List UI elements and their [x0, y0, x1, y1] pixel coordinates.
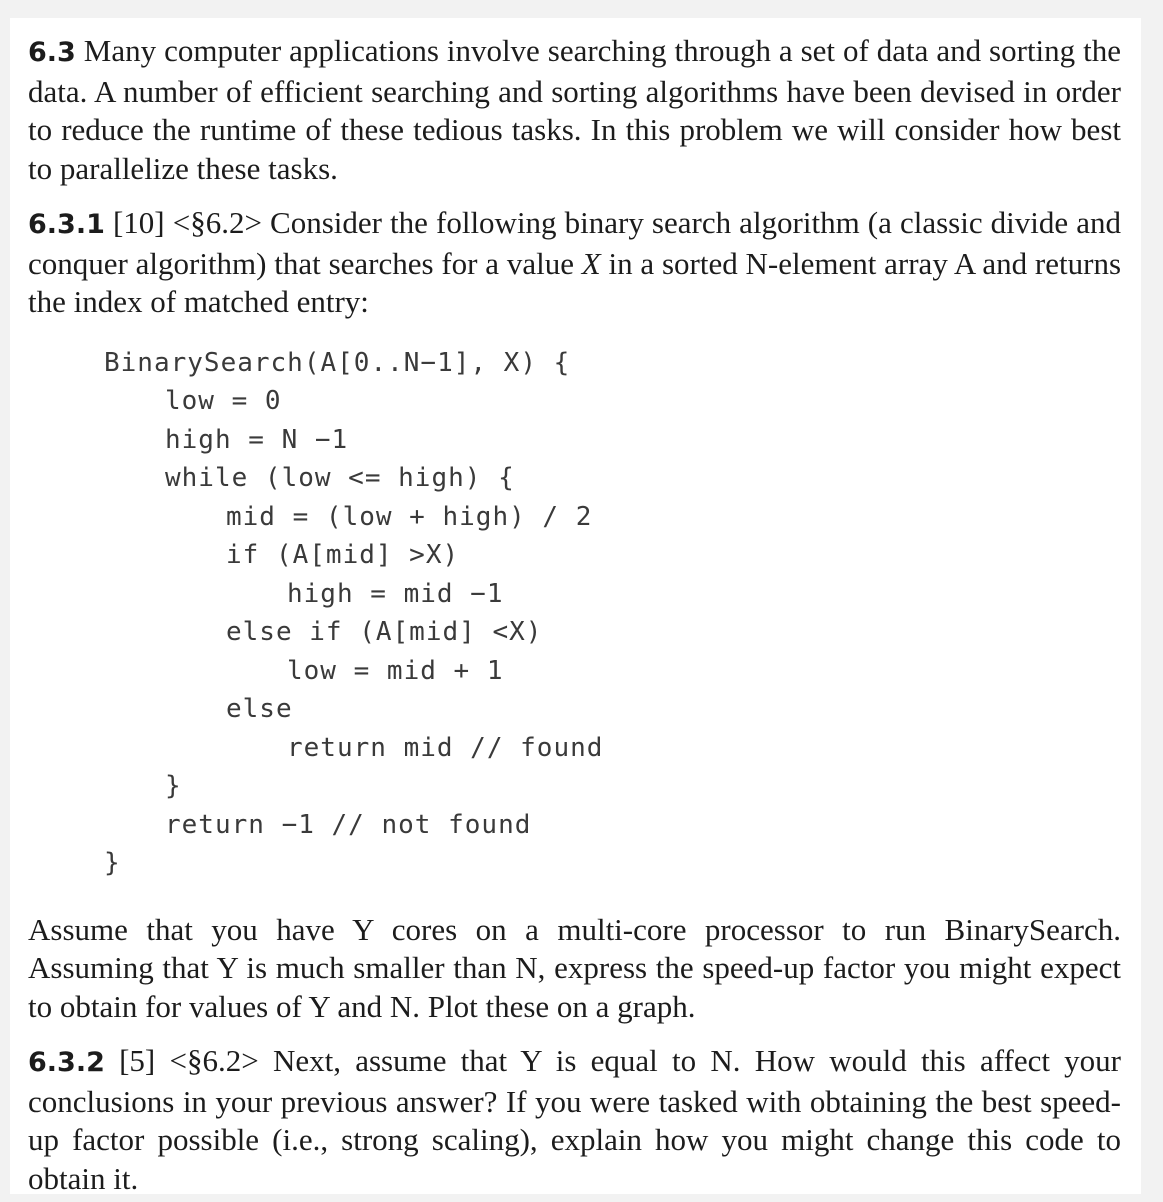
part2-section: <§6.2>: [169, 1043, 259, 1078]
problem-intro-paragraph: [28, 32, 1121, 188]
code-line: high = mid −1: [287, 578, 504, 609]
part1-followup-text: Assume that you have Y cores on a multi-core processor to run BinarySearch. Assuming that Y is much smaller than N, express the speed-up factor you might expect to obtain for values of Y and N. Plot these on a graph.: [28, 911, 1121, 1024]
part1-variable: X: [581, 245, 601, 281]
code-line: else: [226, 694, 293, 724]
part1-text-after: in a sorted N-element array A and returns the index of matched entry:: [28, 245, 1122, 319]
part1-followup-paragraph: [28, 911, 1121, 1027]
code-line: mid = (low + high) / 2: [226, 501, 593, 532]
code-line: high = N −1: [165, 424, 349, 455]
part1-points: [10]: [112, 205, 165, 240]
problem-number: 6.3: [28, 37, 76, 68]
part2-paragraph: [28, 1042, 1121, 1198]
code-line: return mid // found: [287, 732, 604, 763]
code-line: else if (A[mid] <X): [226, 617, 543, 647]
code-line: low = mid + 1: [287, 655, 504, 686]
part1-text-before: Consider the following binary search algorithm (a classic divide and conquer algorithm) that searches for a value: [28, 205, 1122, 281]
code-line: while (low <= high) {: [165, 463, 515, 493]
code-line: }: [165, 771, 182, 801]
binary-search-code-block: [104, 344, 1121, 883]
part1-section: <§6.2>: [172, 205, 262, 240]
code-line: if (A[mid] >X): [226, 540, 460, 570]
part1-paragraph: [28, 204, 1121, 322]
part2-number: 6.3.2: [28, 1047, 105, 1078]
part2-text: Next, assume that Y is equal to N. How would this affect your conclusions in your previous answer? If you were tasked with obtaining the best speed-up factor possible (i.e., strong scaling), explain how you might change this code to obtain it.: [28, 1043, 1122, 1196]
code-line: BinarySearch(A[0..N−1], X) {: [104, 347, 571, 378]
code-line: return −1 // not found: [165, 809, 532, 840]
document-page: [10, 18, 1141, 1194]
part2-points: [5]: [119, 1043, 156, 1078]
code-line: }: [104, 848, 121, 878]
code-line: low = 0: [165, 386, 282, 416]
part1-number: 6.3.1: [28, 209, 105, 240]
problem-intro-text: Many computer applications involve searching through a set of data and sorting the data. A number of efficient searching and sorting algorithms have been devised in order to reduce the runtime of these tedious tasks. In this problem we will consider how best to parallelize these tasks.: [28, 33, 1121, 186]
